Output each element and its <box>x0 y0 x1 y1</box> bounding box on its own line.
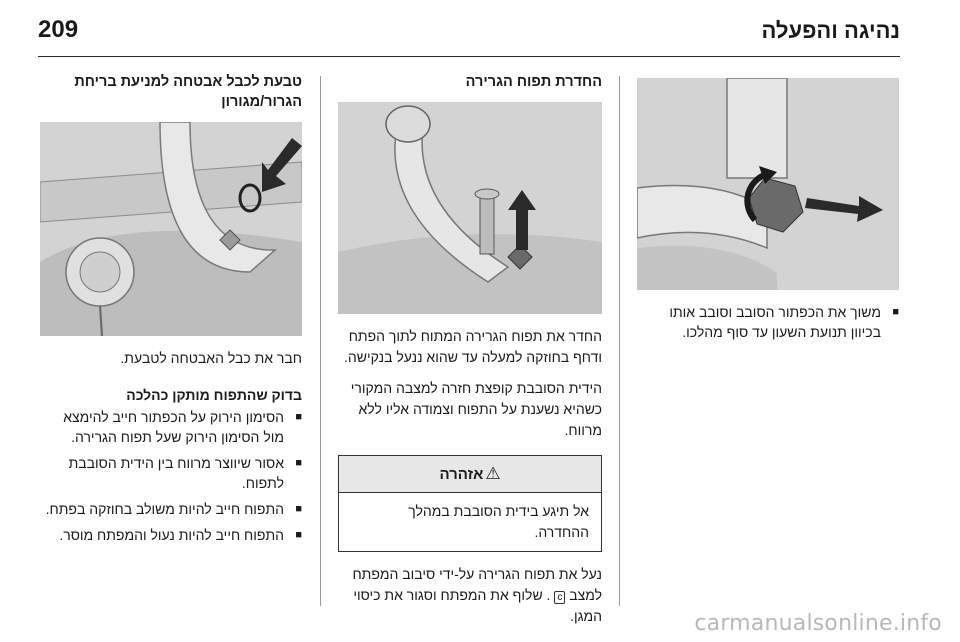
column-divider-left <box>320 76 321 606</box>
figure-turn-knob <box>637 78 899 290</box>
list-item-text: אסור שיווצר מרווח בין הידית הסובבת לתפוח. <box>68 455 284 491</box>
bullet-square-icon: ■ <box>892 306 899 318</box>
paragraph-text: . שלוף את המפתח וסגור את כיסוי המגן. <box>353 587 602 624</box>
insert-paragraph-2: הידית הסובבת קופצת חזרה למצבה המקורי כשהיא נשענת על התפוח וצמודה אליו ללא מרווח. <box>350 380 602 438</box>
page-number: 209 <box>38 16 79 43</box>
section-heading-safety-ring <box>40 72 302 112</box>
warning-box <box>338 455 602 552</box>
watermark: carmanualsonline.info <box>694 611 942 636</box>
lock-symbol-glyph: c <box>557 592 563 603</box>
heading-line: טבעת לכבל אבטחה למניעת בריחת <box>74 74 302 90</box>
safety-ring-illustration <box>40 122 302 336</box>
column-divider-right <box>619 76 620 606</box>
list-item <box>40 453 302 493</box>
bullet-square-icon: ■ <box>295 503 302 515</box>
left-column <box>40 72 302 551</box>
insert-paragraph-3 <box>338 564 602 627</box>
list-item-text: משוך את הכפתור הסובב וסובב אותו בכיוון תנועת השעון עד סוף מהלכו. <box>669 304 881 340</box>
check-list <box>40 407 302 545</box>
right-column <box>637 78 899 348</box>
insert-paragraph-1: החדר את תפוח הגרירה המתוח לתוך הפתח ודחף בחוזקה למעלה עד שהוא ננעל בנקישה. <box>344 328 602 365</box>
section-heading-insert: החדרת תפוח הגרירה <box>465 74 602 90</box>
list-item <box>40 407 302 447</box>
warning-triangle-icon: ⚠ <box>485 464 501 483</box>
bullet-square-icon: ■ <box>295 411 302 423</box>
bullet-square-icon: ■ <box>295 529 302 541</box>
warning-text: אל תיגע בידית הסובבת במהלך ההחדרה. <box>408 503 589 540</box>
warning-header <box>339 456 601 493</box>
list-item-text: הסימון הירוק על הכפתור חייב להימצא מול הסימון הירוק שעל תפוח הגרירה. <box>63 409 284 445</box>
figure-insert-tow-ball <box>338 102 602 314</box>
turn-knob-list <box>637 302 899 342</box>
lock-position-symbol-icon <box>554 591 565 604</box>
paragraph-text: נעל את תפוח הגרירה על-ידי סיבוב המפתח למצב <box>352 566 602 603</box>
list-item-text: התפוח חייב להיות משולב בחוזקה בפתח. <box>45 501 284 517</box>
middle-column <box>338 72 602 627</box>
page-header <box>38 16 900 57</box>
heading-line: הגרור/מגורון <box>221 94 302 110</box>
list-item-text: התפוח חייב להיות נעול והמפתח מוסר. <box>59 527 284 543</box>
safety-ring-caption: חבר את כבל האבטחה לטבעת. <box>120 350 302 366</box>
list-item <box>40 499 302 519</box>
check-subheading: בדוק שהתפוח מותקן כהלכה <box>126 387 302 403</box>
warning-title: אזהרה <box>439 465 484 483</box>
figure-safety-ring <box>40 122 302 336</box>
tow-ball-illustration <box>338 102 602 314</box>
list-item <box>40 525 302 545</box>
turn-knob-illustration <box>637 78 899 290</box>
bullet-square-icon: ■ <box>295 457 302 469</box>
list-item <box>637 302 899 342</box>
chapter-title: נהיגה והפעלה <box>761 18 900 43</box>
